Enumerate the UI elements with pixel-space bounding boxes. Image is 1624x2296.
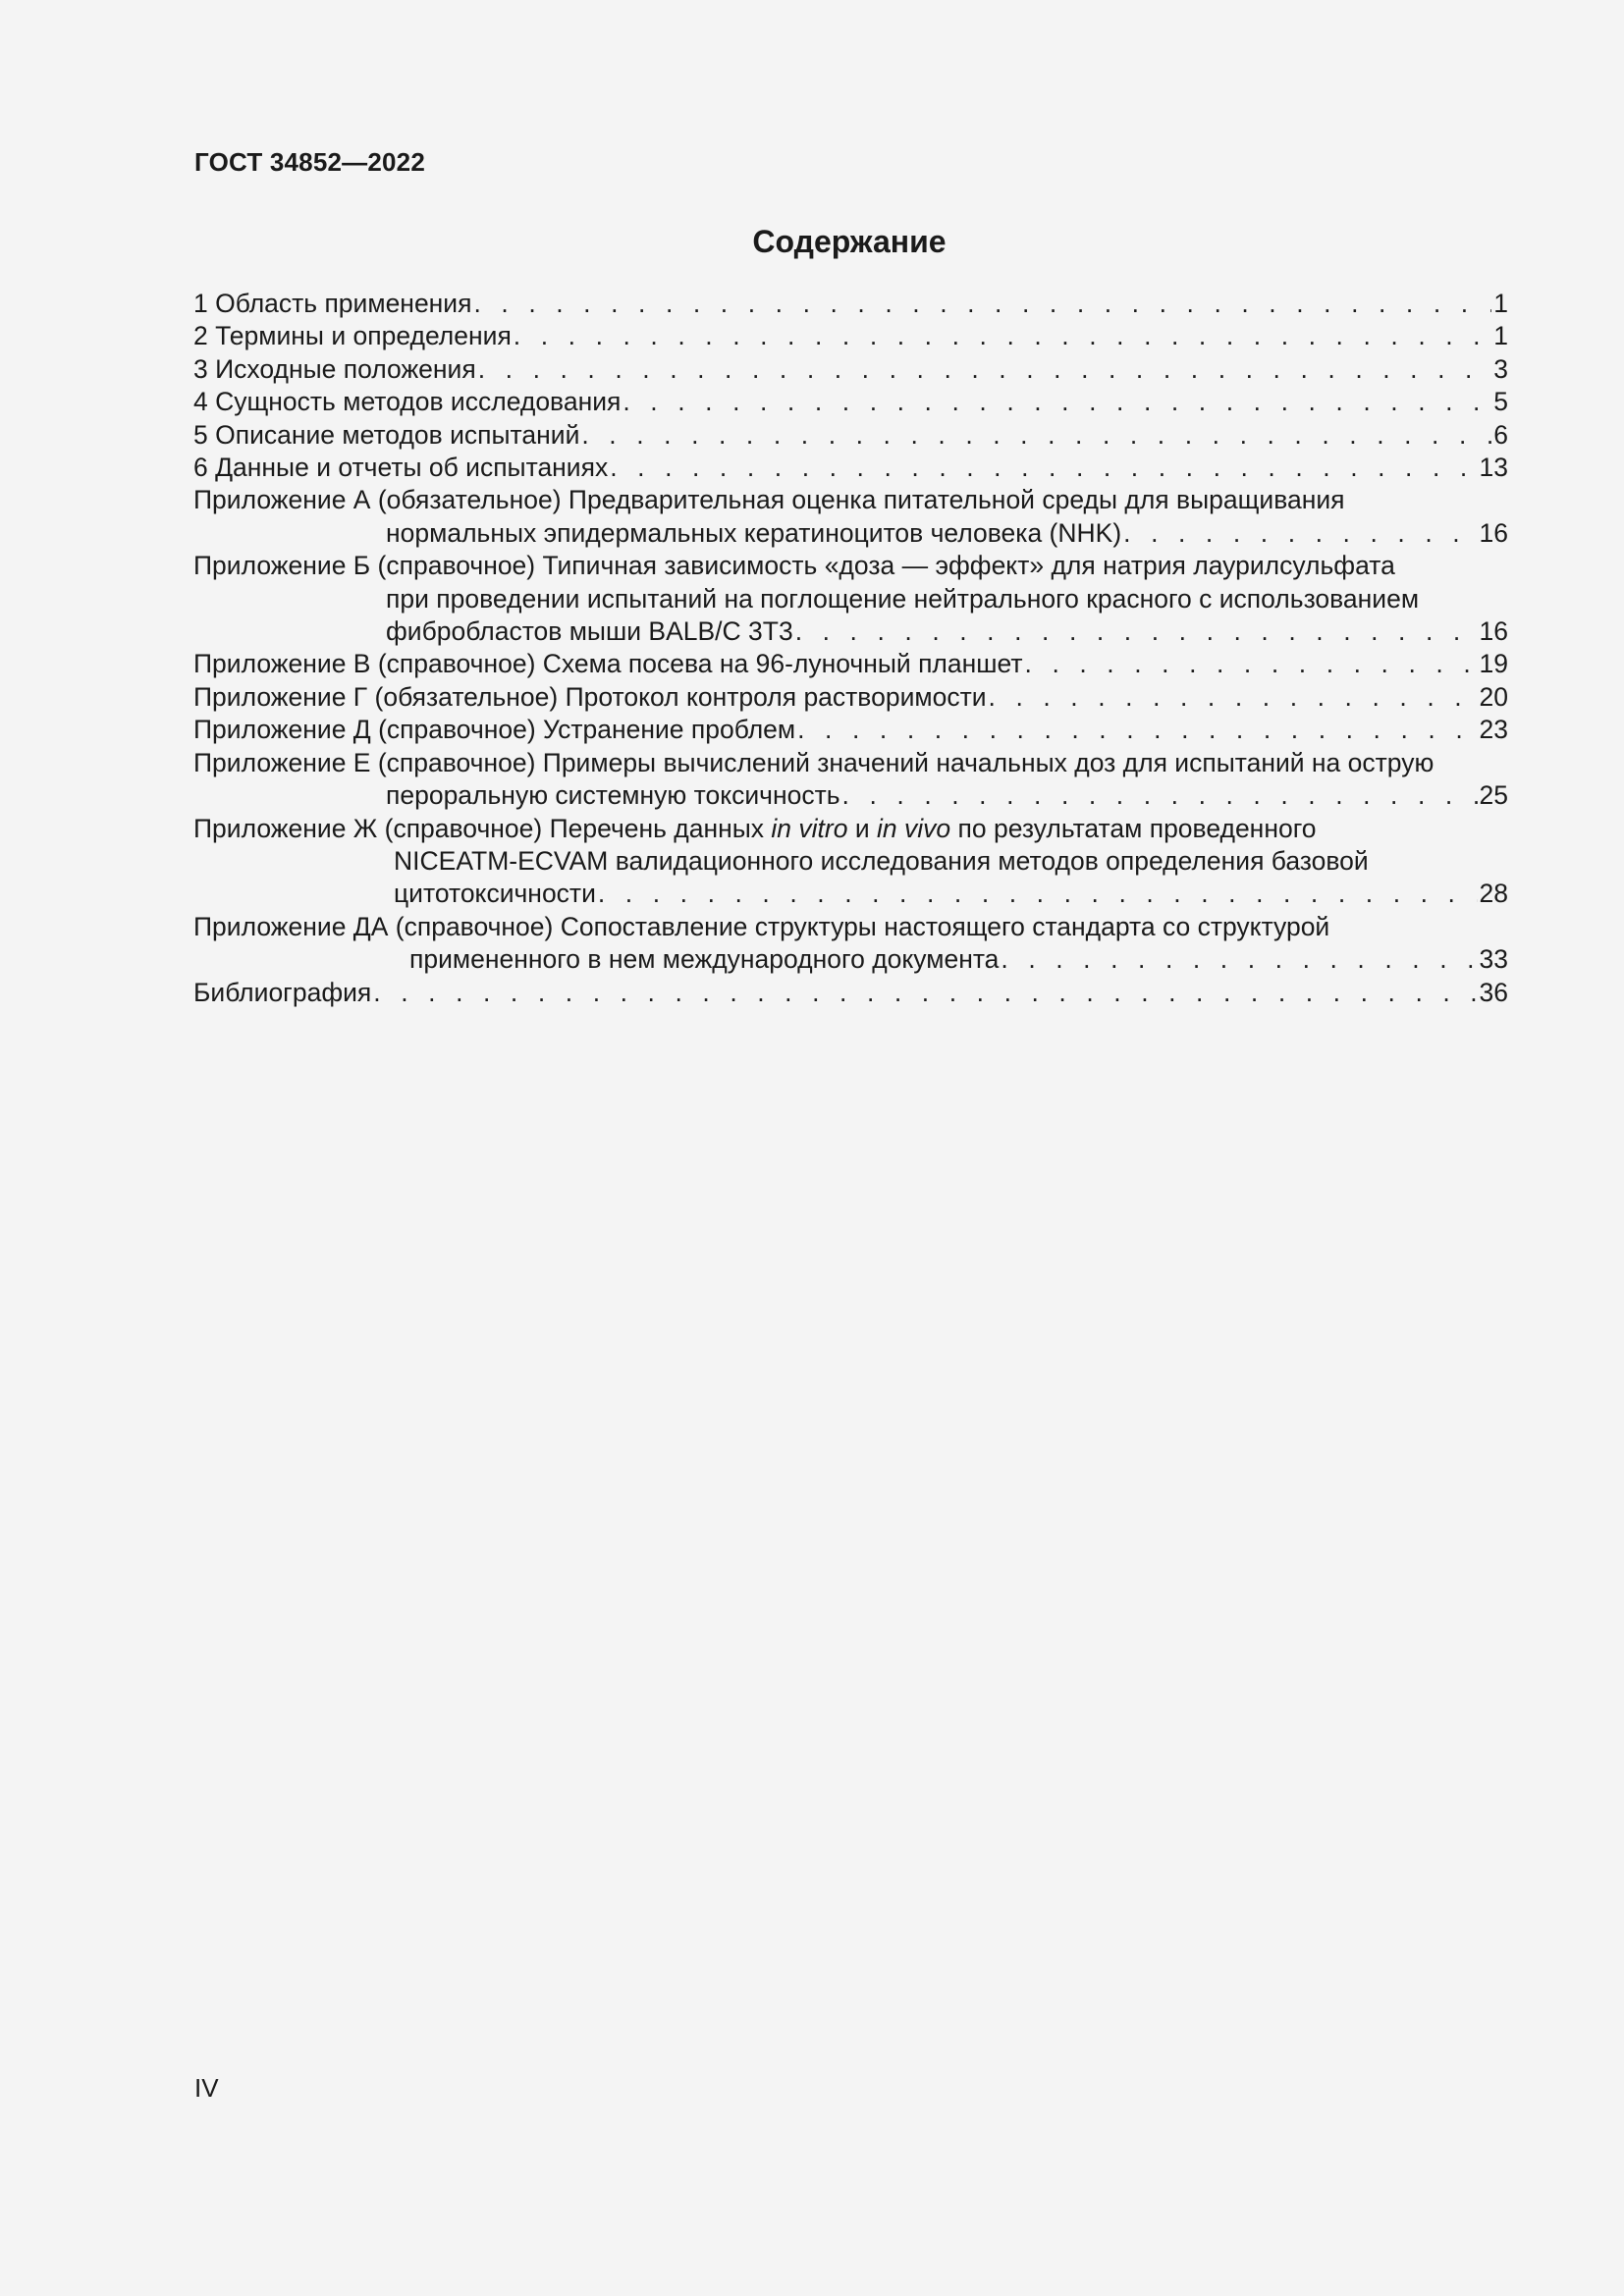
toc-entry-methods[interactable] [193, 419, 1508, 452]
dot-leader [478, 353, 1492, 386]
toc-entry-text: 3 Исходные положения [193, 353, 476, 384]
toc-entry-terms[interactable] [193, 320, 1508, 352]
toc-entry-text: Приложение ДА (справочное) Сопоставление структуры настоящего стандарта со структурой [193, 911, 1330, 941]
toc-entry-text: Приложение Г (обязательное) Протокол контроля растворимости [193, 681, 987, 712]
toc-entry-text: NICEATM-ECVAM валидационного исследования методов определения базовой [394, 845, 1369, 876]
toc-page-number: 33 [1479, 944, 1508, 975]
dot-leader [797, 714, 1477, 746]
toc-page-number: 16 [1479, 616, 1508, 647]
toc-page-number: 16 [1479, 517, 1508, 548]
toc-entry-appendix-v[interactable] [193, 648, 1508, 680]
toc-entry-scope[interactable] [193, 288, 1508, 320]
toc-page-number: 19 [1479, 649, 1508, 679]
toc-page-number: 28 [1479, 879, 1508, 909]
toc-title: Содержание [752, 224, 947, 259]
toc-entry-text: Приложение Б (справочное) Типичная зависимость «доза — эффект» для натрия лаурилсульфата [193, 551, 1395, 581]
dot-leader [795, 615, 1478, 648]
dot-leader [842, 779, 1478, 812]
toc-entry-appendix-b[interactable] [193, 550, 1508, 648]
toc-entry-text: примененного в нем международного документа [409, 944, 1000, 975]
toc-entry-appendix-d[interactable] [193, 714, 1508, 746]
toc-entry-text: 2 Термины и определения [193, 321, 512, 351]
dot-leader [1025, 648, 1478, 680]
toc-page-number: 3 [1493, 353, 1508, 384]
toc-page-number: 1 [1493, 321, 1508, 351]
toc-page-number: 6 [1493, 419, 1508, 450]
toc-entry-appendix-zh[interactable] [193, 813, 1508, 911]
toc-page-number: 20 [1479, 681, 1508, 712]
dot-leader [581, 419, 1491, 452]
dot-leader [1001, 943, 1477, 976]
dot-leader [473, 288, 1491, 320]
dot-leader [610, 452, 1477, 484]
toc-entry-bibliography[interactable] [193, 977, 1508, 1009]
toc-entry-text: при проведении испытаний на поглощение нейтрального красного с использованием [386, 583, 1420, 614]
toc-entry-text: Приложение А (обязательное) Предварительная оценка питательной среды для выращивания [193, 485, 1345, 515]
toc-entry-text: цитотоксичности [394, 879, 596, 909]
toc-entry-appendix-g[interactable] [193, 681, 1508, 714]
toc-page-number: 13 [1479, 453, 1508, 483]
toc-entry-text: 4 Сущность методов исследования [193, 387, 622, 417]
dot-leader [373, 977, 1477, 1009]
toc-page-number: 23 [1479, 715, 1508, 745]
toc-entry-appendix-da[interactable] [193, 911, 1508, 977]
toc-entry-initial-provisions[interactable] [193, 353, 1508, 386]
toc-entry-reports[interactable] [193, 452, 1508, 484]
toc-page-number: 25 [1479, 780, 1508, 811]
toc-entry-text: нормальных эпидермальных кератиноцитов человека (NHK) [386, 517, 1122, 548]
toc-entry-text: фибробластов мыши BALB/C 3T3 [386, 616, 793, 647]
toc-page-number: 1 [1493, 289, 1508, 318]
toc-page-number: 36 [1479, 977, 1508, 1007]
dot-leader [1123, 517, 1477, 550]
dot-leader [514, 320, 1491, 352]
toc-page-number: 5 [1493, 387, 1508, 417]
toc-entry-text: Приложение Ж (справочное) Перечень данных in vitro и in vivo по результатам проведенного [193, 813, 1317, 843]
dot-leader [989, 681, 1478, 714]
toc-entry-text: 5 Описание методов испытаний [193, 419, 580, 450]
toc-entry-appendix-e[interactable] [193, 747, 1508, 813]
toc-entry-text: Приложение Е (справочное) Примеры вычислений значений начальных доз для испытаний на острую [193, 747, 1435, 777]
toc-entry-text: 6 Данные и отчеты об испытаниях [193, 453, 609, 483]
toc-entry-text: Библиография [193, 977, 372, 1007]
document-id: ГОСТ 34852—2022 [194, 147, 425, 177]
toc-entry-appendix-a[interactable] [193, 484, 1508, 550]
toc-entry-text: Приложение Д (справочное) Устранение проблем [193, 715, 796, 745]
dot-leader [598, 878, 1478, 910]
table-of-contents [193, 288, 1508, 1009]
dot-leader [623, 386, 1491, 418]
page-number: IV [194, 2073, 219, 2103]
toc-entry-essence[interactable] [193, 386, 1508, 418]
toc-entry-text: 1 Область применения [193, 289, 472, 318]
toc-entry-text: пероральную системную токсичность [386, 780, 840, 811]
toc-entry-text: Приложение В (справочное) Схема посева на 96-луночный планшет [193, 649, 1023, 679]
